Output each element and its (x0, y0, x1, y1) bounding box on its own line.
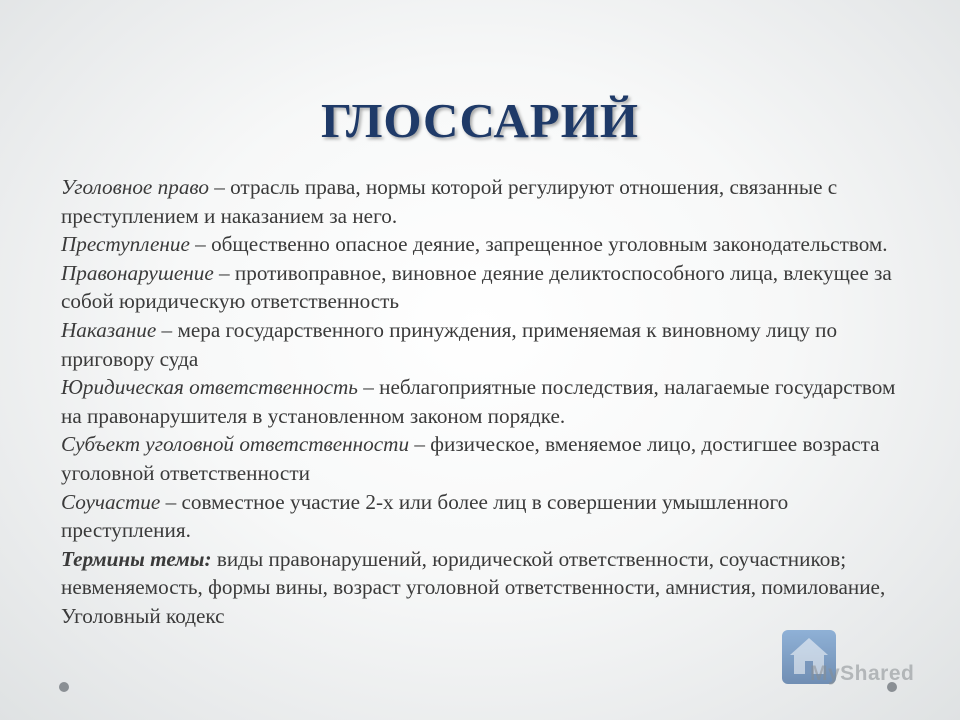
glossary-definition: – отрасль права, нормы которой регулируют отношения, связанные с преступлением и наказанием за него. (61, 175, 838, 228)
glossary-entry (61, 316, 911, 373)
glossary-definition: – физическое, вменяемое лицо, достигшее возраста уголовной ответственности (61, 432, 880, 485)
glossary-definition: – общественно опасное деяние, запрещенное уголовным законодательством. (189, 232, 888, 257)
glossary-definition: – мера государственного принуждения, применяемая к виновному лицу по приговору суда (61, 317, 838, 371)
glossary-term: Наказание (61, 317, 157, 342)
glossary-term: Уголовное право (61, 175, 209, 199)
glossary-term: Соучастие (61, 489, 161, 514)
glossary-term: Правонарушение (61, 260, 214, 285)
watermark (776, 624, 936, 704)
slide-title: ГЛОССАРИЙ (321, 93, 639, 148)
topic-terms-text: виды правонарушений, юридической ответственности, соучастников; невменяемость, формы вины, возраст уголовной ответственности, амнистия, помилование, Уголовный кодекс (61, 546, 886, 628)
glossary-entry (61, 430, 911, 487)
glossary-definition: – противоправное, виновное деяние деликтоспособного лица, влекущее за собой юридическую ответственность (61, 260, 892, 314)
glossary-body (61, 173, 911, 631)
glossary-definition: – совместное участие 2-х или более лиц в совершении умышленного преступления. (61, 489, 789, 543)
glossary-definition: – неблагоприятные последствия, налагаемые государством на правонарушителя в установленном законом порядке. (61, 375, 896, 428)
topic-terms-label: Термины темы: (61, 546, 212, 571)
glossary-term: Преступление (61, 232, 190, 257)
glossary-entry (61, 259, 911, 316)
glossary-term: Юридическая ответственность (61, 375, 358, 400)
topic-terms (61, 545, 911, 631)
glossary-entry (61, 373, 911, 430)
watermark-text: MyShared (810, 662, 915, 685)
glossary-term: Субъект уголовной ответственности (61, 432, 410, 457)
bullet-dot-left (59, 682, 69, 692)
glossary-entry (61, 173, 911, 230)
glossary-entry (61, 230, 911, 259)
glossary-entry (61, 488, 911, 545)
